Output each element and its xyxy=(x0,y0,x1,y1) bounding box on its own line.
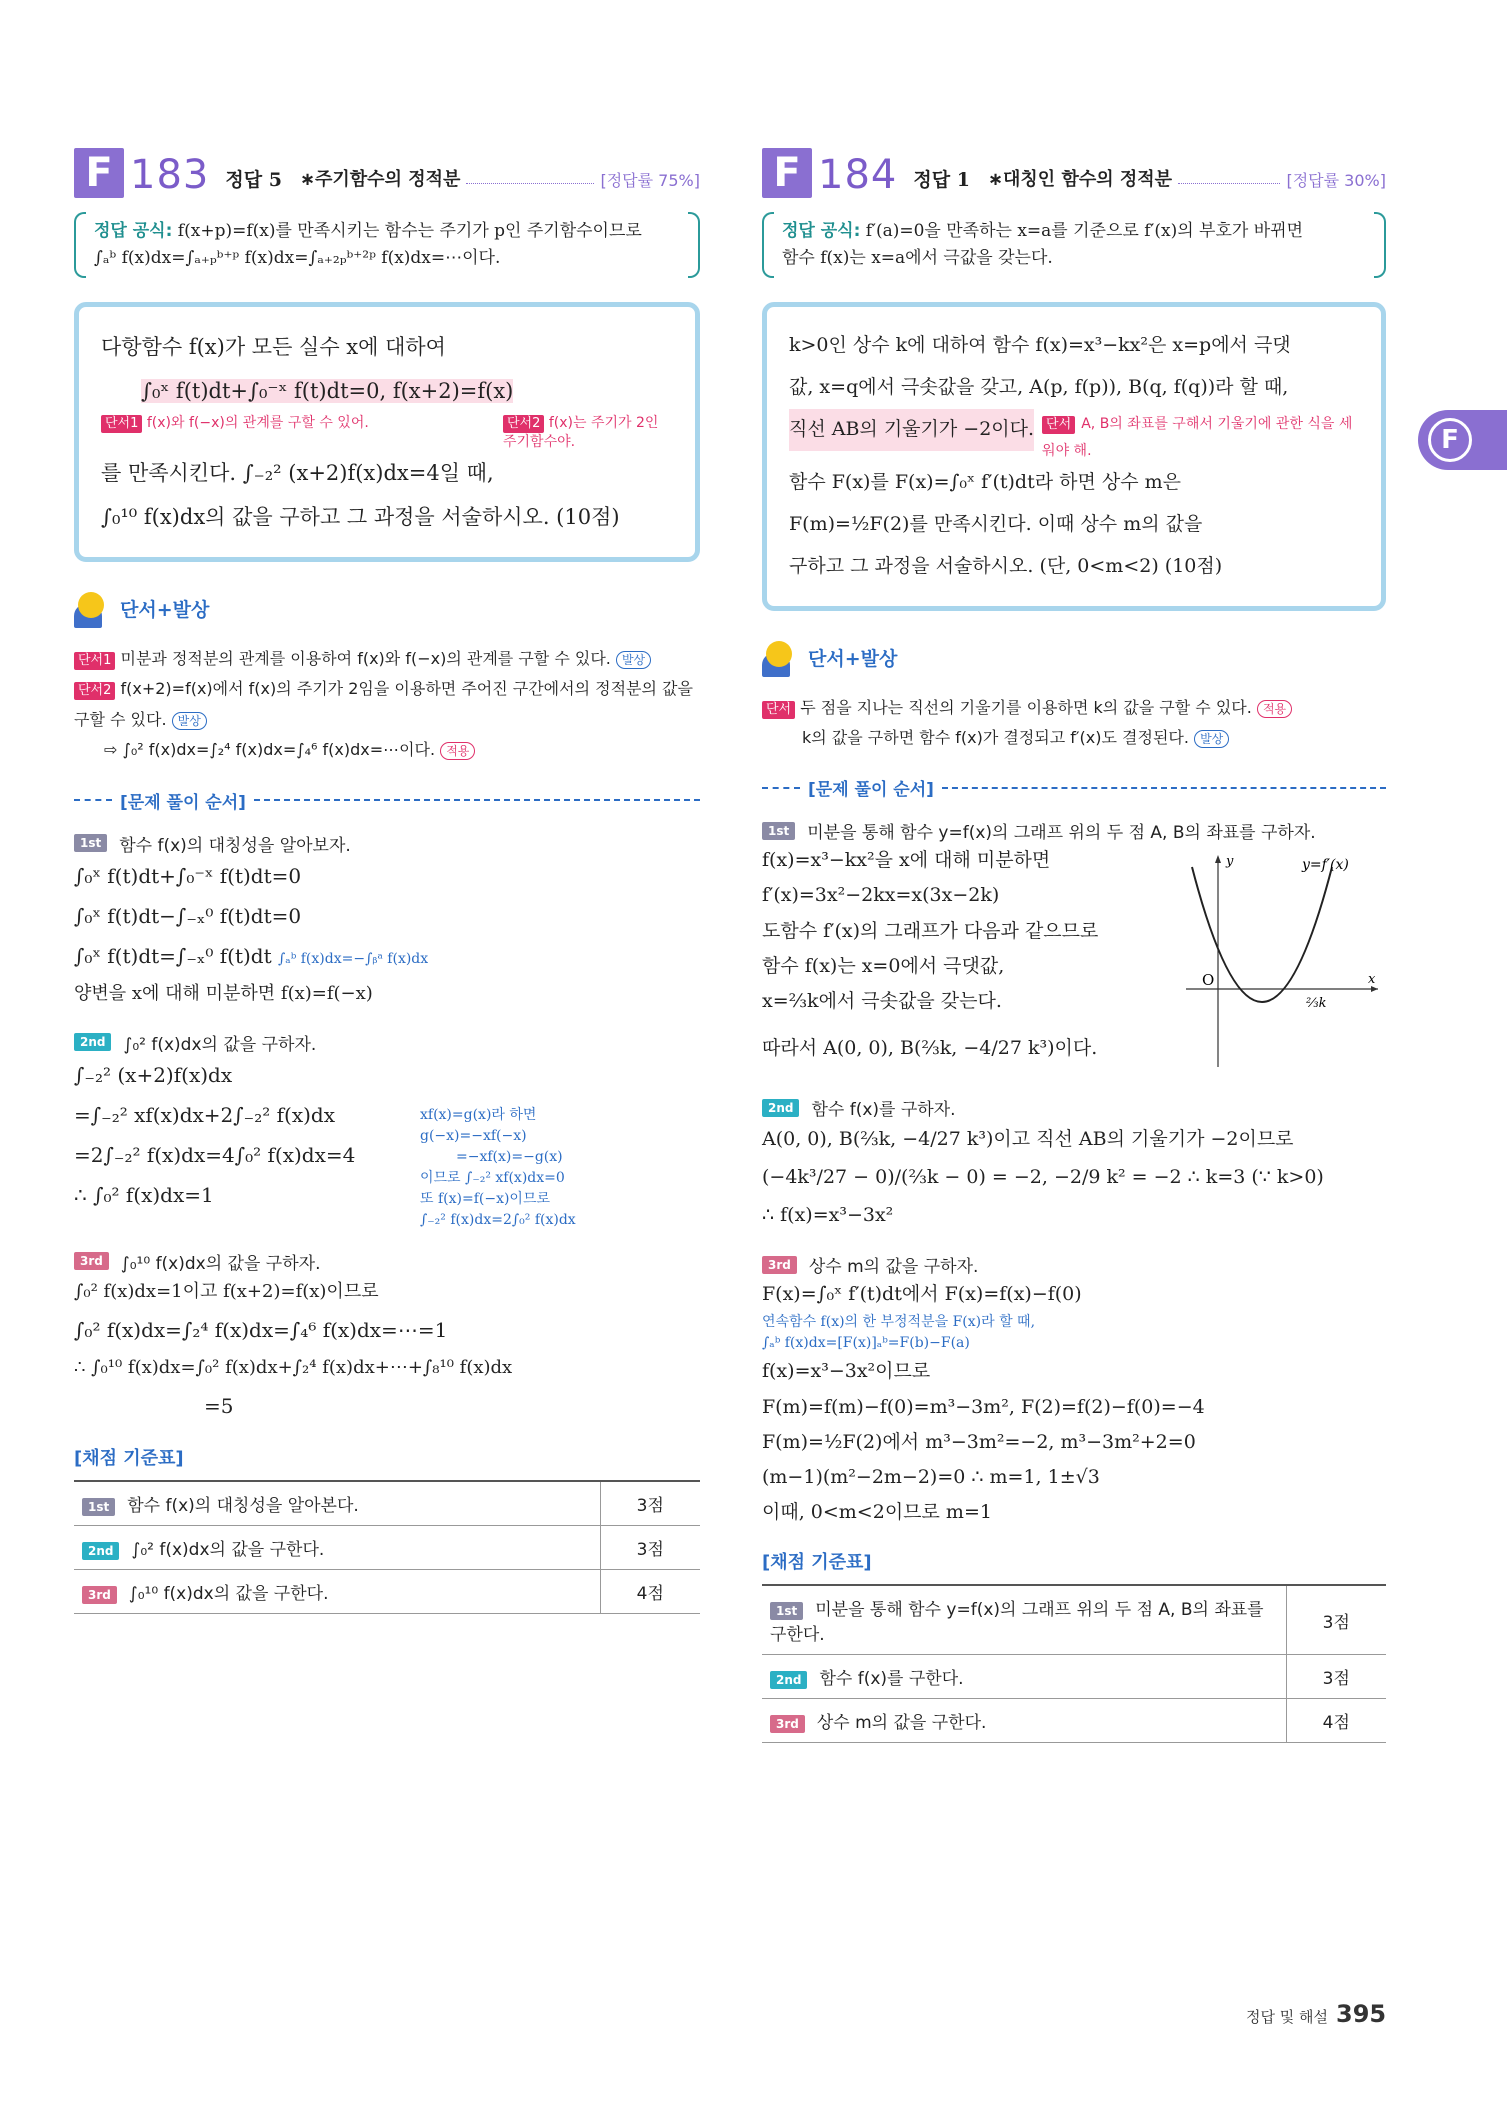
scoring-table xyxy=(762,1584,1386,1743)
question-box: 다항함수 f(x)가 모든 실수 x에 대하여 ∫₀ˣ f(t)dt+∫₀⁻ˣ f(t)dt=0, f(x+2)=f(x) 단서1 f(x)와 f(−x)의 관계를 구할 수 있어. 단서2 f(x)는 주기가 2인 주기함수야. 를 만족시킨다. ∫₋₂² (x+2)f(x)dx=4일 때, ∫₀¹⁰ f(x)dx의 값을 구하고 그 과정을 서술하시오. (10점) xyxy=(74,302,700,562)
clue-item: k의 값을 구하면 함수 f(x)가 결정되고 f′(x)도 결정된다. 발상 xyxy=(762,723,1386,753)
answer-formula: 정답 공식: f′(a)=0을 만족하는 x=a를 기준으로 f′(x)의 부호가 바뀌면 함수 f(x)는 x=a에서 극값을 갖는다. xyxy=(762,212,1386,278)
answer: 정답 1 xyxy=(913,169,970,191)
problem-183 xyxy=(74,148,700,1614)
problem-number: 184 xyxy=(818,152,898,198)
y-axis-label: y xyxy=(1226,854,1234,870)
lightbulb-icon xyxy=(74,590,108,628)
root-label: ⅔k xyxy=(1306,996,1327,1012)
step-3-work: F(x)=∫₀ˣ f′(t)dt에서 F(x)=f(x)−f(0) 연속함수 f(x)의 한 부정적분을 F(x)라 할 때, ∫ₐᵇ f(x)dx=[F(x)]ₐᵇ=F(b)−F(a) f(x)=x³−3x²이므로 F(m)=f(m)−f(0)=m³−3m², F(2)=f(2)−f(0)=−4 F(m)=½F(2)에서 m³−3m²=−2, m³−3m²+2=0 (m−1)(m²−2m−2)=0 ∴ m=1, 1±√3 이때, 0<m<2이므로 m=1 xyxy=(762,1277,1386,1530)
scoring-title: [채점 기준표] xyxy=(74,1447,184,1469)
clue-item: 단서2 f(x+2)=f(x)에서 f(x)의 주기가 2임을 이용하면 주어진 구간에서의 정적분의 값을 구할 수 있다. 발상 xyxy=(74,679,693,729)
step-3-title: 3rd ∫₀¹⁰ f(x)dx의 값을 구하자. xyxy=(74,1249,700,1274)
table-row: 2nd ∫₀² f(x)dx의 값을 구한다. 3점 xyxy=(74,1525,700,1569)
problem-header xyxy=(762,148,1386,198)
side-note: ∫ₐᵇ f(x)dx=[F(x)]ₐᵇ=F(b)−F(a) xyxy=(762,1335,970,1352)
topic: ∗대칭인 함수의 정적분 xyxy=(987,169,1173,190)
correct-rate: [정답률 75%] xyxy=(600,171,700,190)
origin-label: O xyxy=(1202,971,1215,990)
step-2-work: A(0, 0), B(⅔k, −4/27 k³)이고 직선 AB의 기울기가 −2이므로 (−4k³/27 − 0)/(⅔k − 0) = −2, −2/9 k² = −2 ∴ k=3 (∵ k>0) ∴ f(x)=x³−3x² xyxy=(762,1128,1324,1227)
page-footer xyxy=(1246,2000,1386,2028)
lightbulb-icon xyxy=(762,639,796,677)
correct-rate: [정답률 30%] xyxy=(1286,171,1386,190)
step-2-title: 2nd ∫₀² f(x)dx의 값을 구하자. xyxy=(74,1030,700,1055)
clue-list xyxy=(762,693,1386,754)
table-row: 3rd 상수 m의 값을 구한다. 4점 xyxy=(762,1699,1386,1743)
section-f-badge: F xyxy=(74,148,124,198)
procedure-title: [문제 풀이 순서] xyxy=(74,788,700,813)
table-row: 2nd 함수 f(x)를 구한다. 3점 xyxy=(762,1655,1386,1699)
table-row: 3rd ∫₀¹⁰ f(x)dx의 값을 구한다. 4점 xyxy=(74,1569,700,1613)
side-note: 연속함수 f(x)의 한 부정적분을 F(x)라 할 때, xyxy=(762,1314,1036,1331)
highlighted-condition: 직선 AB의 기울기가 −2이다. xyxy=(789,409,1034,451)
scoring-table xyxy=(74,1480,700,1614)
step-1-work: ∫₀ˣ f(t)dt+∫₀⁻ˣ f(t)dt=0 ∫₀ˣ f(t)dt−∫₋ₓ⁰ f(t)dt=0 ∫₀ˣ f(t)dt=∫₋ₓ⁰ f(t)dt ∫ₐᵇ f(x)dx=−∫ᵦᵃ f(x)dx 양변을 x에 대해 미분하면 f(x)=f(−x) xyxy=(74,863,429,1004)
problem-number: 183 xyxy=(130,152,210,198)
problem-header xyxy=(74,148,700,198)
section-f-badge: F xyxy=(762,148,812,198)
table-row: 1st 미분을 통해 함수 y=f(x)의 그래프 위의 두 점 A, B의 좌표를 구한다. 3점 xyxy=(762,1585,1386,1655)
clue-list xyxy=(74,644,700,766)
step-2-work: ∫₋₂² (x+2)f(x)dx =∫₋₂² xf(x)dx+2∫₋₂² f(x)dx =2∫₋₂² f(x)dx=4∫₀² f(x)dx=4 ∴ ∫₀² f(x)dx=1 xf(x)=g(x)라 하면 g(−x)=−xf(−x) =−xf(x)=−g(x) 이므로 ∫₋₂² xf(x)dx=0 또 f(x)=f(−x)이므로 ∫₋₂² f(x)dx=2∫₀² f(x)dx xyxy=(74,1055,700,1231)
dotted-leader xyxy=(1178,183,1280,184)
highlighted-condition: ∫₀ˣ f(t)dt+∫₀⁻ˣ f(t)dt=0, f(x+2)=f(x) xyxy=(141,379,514,404)
page-number: 395 xyxy=(1336,2000,1387,2028)
clue-item: 단서1 미분과 정적분의 관계를 이용하여 f(x)와 f(−x)의 관계를 구할 수 있다. 발상 xyxy=(74,644,700,674)
answer: 정답 5 xyxy=(225,169,282,191)
step-3-work: ∫₀² f(x)dx=1이고 f(x+2)=f(x)이므로 ∫₀² f(x)dx=∫₂⁴ f(x)dx=∫₄⁶ f(x)dx=⋯=1 ∴ ∫₀¹⁰ f(x)dx=∫₀² f(x)dx+∫₂⁴ f(x)dx+⋯+∫₈¹⁰ f(x)dx =5 xyxy=(74,1280,513,1418)
derivative-graph xyxy=(1182,847,1382,1077)
problem-184 xyxy=(762,148,1386,1743)
dotted-leader xyxy=(466,183,594,184)
answer-formula: 정답 공식: f(x+p)=f(x)를 만족시키는 함수는 주기가 p인 주기함수이므로 ∫ₐᵇ f(x)dx=∫ₐ₊ₚᵇ⁺ᵖ f(x)dx=∫ₐ₊₂ₚᵇ⁺²ᵖ f(x)dx=⋯이다. xyxy=(74,212,700,278)
procedure-title: [문제 풀이 순서] xyxy=(762,775,1386,800)
step-1-work: f(x)=x³−kx²을 x에 대해 미분하면 f′(x)=3x²−2kx=x(3x−2k) 도함수 f′(x)의 그래프가 다음과 같으므로 함수 f(x)는 x=0에서 극댓값, x=⅔k에서 극솟값을 갖는다. 따라서 A(0, 0), B(⅔k, −4/27 k³)이다. y y=f′(x) x O ⅔k xyxy=(762,843,1386,1077)
x-axis-label: x xyxy=(1368,972,1376,988)
footer-label: 정답 및 해설 xyxy=(1246,2008,1328,2026)
question-box: k>0인 상수 k에 대하여 함수 f(x)=x³−kx²은 x=p에서 극댓 값, x=q에서 극솟값을 갖고, A(p, f(p)), B(q, f(q))라 할 때, 직선 AB의 기울기가 −2이다. 단서 A, B의 좌표를 구해서 기울기에 관한 식을 세워야 해. 함수 F(x)를 F(x)=∫₀ˣ f′(t)dt라 하면 상수 m은 F(m)=½F(2)를 만족시킨다. 이때 상수 m의 값을 구하고 그 과정을 서술하시오. (단, 0<m<2) (10점) xyxy=(762,302,1386,610)
step-3-title: 3rd 상수 m의 값을 구하자. xyxy=(762,1252,1386,1277)
scoring-title: [채점 기준표] xyxy=(762,1552,872,1574)
chapter-f-icon: F xyxy=(1428,418,1472,462)
clue-item: 단서 두 점을 지나는 직선의 기울기를 이용하면 k의 값을 구할 수 있다. 적용 xyxy=(762,693,1386,723)
step-1-title: 1st 함수 f(x)의 대칭성을 알아보자. xyxy=(74,831,700,856)
step-2-title: 2nd 함수 f(x)를 구하자. xyxy=(762,1095,1386,1120)
curve-label: y=f′(x) xyxy=(1302,857,1349,874)
chapter-side-tab[interactable] xyxy=(1418,410,1507,470)
side-note: ∫ₐᵇ f(x)dx=−∫ᵦᵃ f(x)dx xyxy=(278,950,429,967)
clue-section-title: 단서+발상 xyxy=(74,590,700,628)
step-1-title: 1st 미분을 통해 함수 y=f(x)의 그래프 위의 두 점 A, B의 좌표를 구하자. xyxy=(762,818,1386,843)
side-note: xf(x)=g(x)라 하면 g(−x)=−xf(−x) =−xf(x)=−g(x) 이므로 ∫₋₂² xf(x)dx=0 또 f(x)=f(−x)이므로 ∫₋₂² f(x)dx=2∫₀² f(x)dx xyxy=(420,1106,576,1228)
topic: ∗주기함수의 정적분 xyxy=(299,169,461,190)
clue-item: ⇨ ∫₀² f(x)dx=∫₂⁴ f(x)dx=∫₄⁶ f(x)dx=⋯이다. 적용 xyxy=(74,735,700,765)
clue-section-title: 단서+발상 xyxy=(762,639,1386,677)
table-row: 1st 함수 f(x)의 대칭성을 알아본다. 3점 xyxy=(74,1481,700,1526)
y-axis-arrow xyxy=(1215,855,1221,863)
